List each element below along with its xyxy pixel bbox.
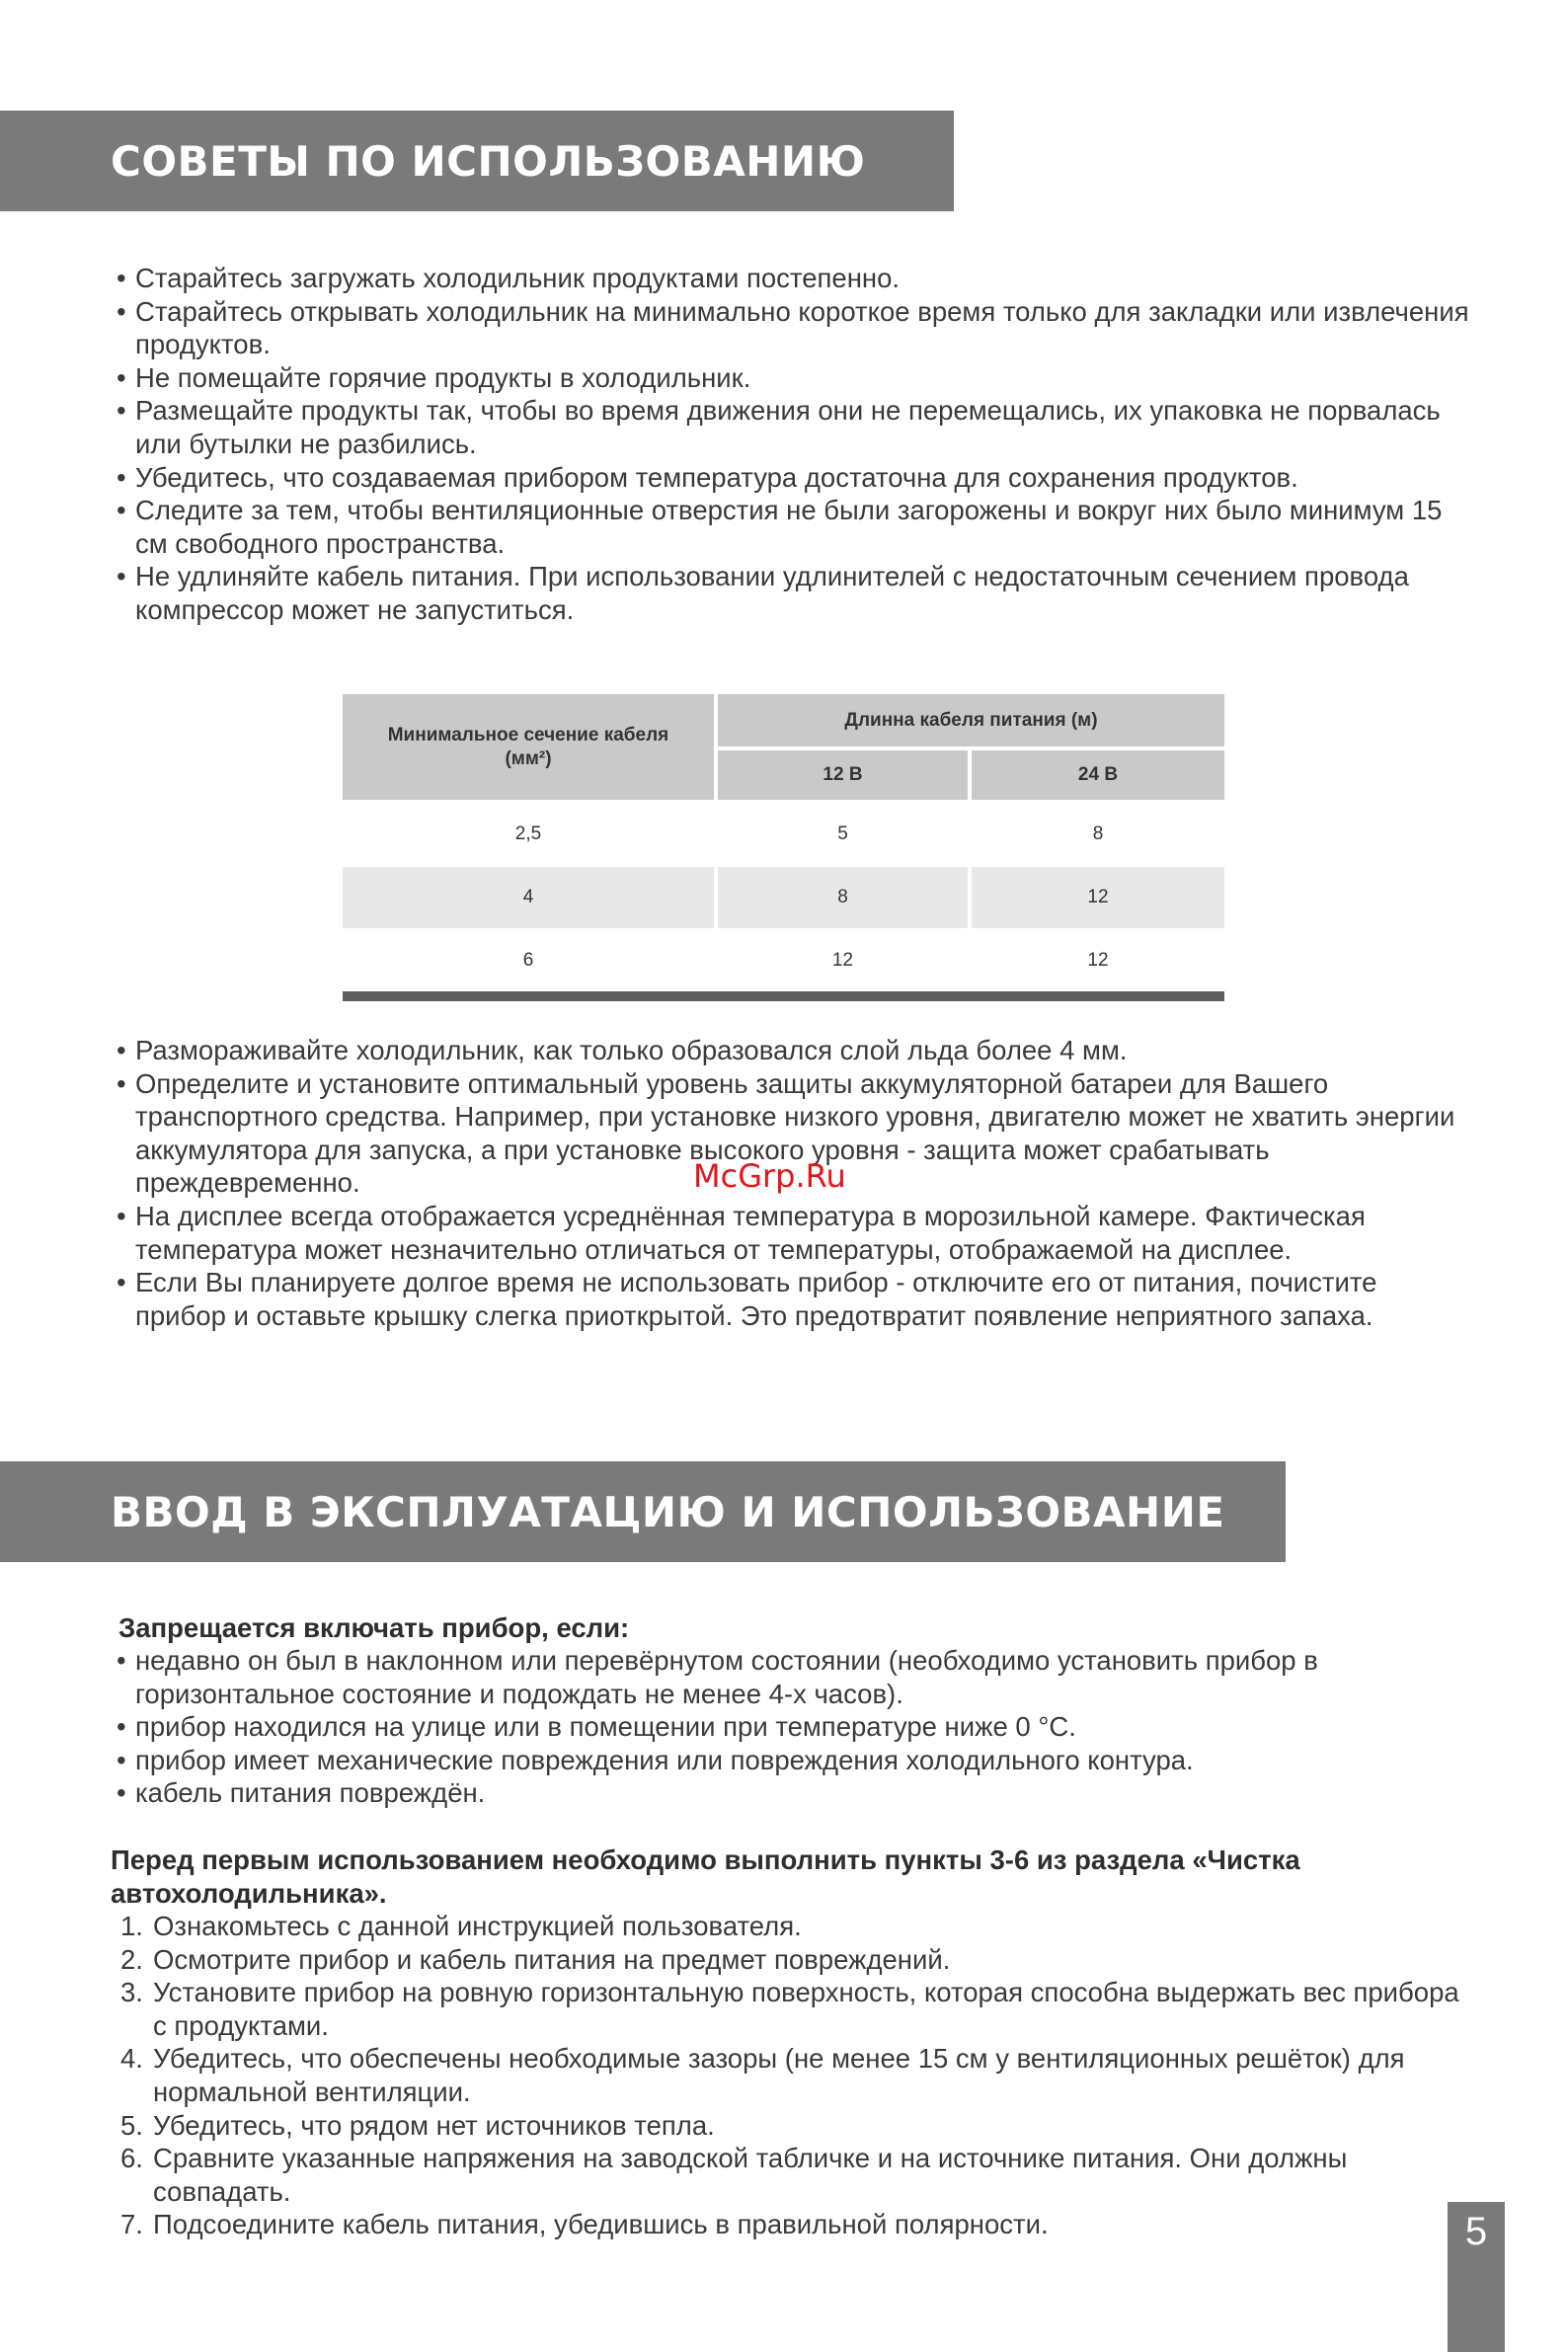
step-text: Подсоедините кабель питания, убедившись в правильной полярности. — [153, 2209, 1049, 2240]
table-cell: 8 — [718, 867, 968, 928]
list-item: • Старайтесь загружать холодильник продуктами постепенно. — [117, 262, 1469, 295]
step-number: 6. — [120, 2143, 143, 2174]
list-item: • прибор находился на улице или в помещении при температуре ниже 0 °С. — [117, 1710, 1469, 1744]
page-number: 5 — [1464, 2210, 1488, 2253]
step-number: 7. — [120, 2209, 143, 2240]
list-item: • Размещайте продукты так, чтобы во время движения они не перемещались, их упаковка не порвалась или бутылки не разбились. — [117, 394, 1469, 460]
table-cell: 12 — [972, 867, 1224, 928]
list-item — [117, 2208, 1469, 2241]
list-item: • Определите и установите оптимальный уровень защиты аккумуляторной батареи для Вашего транспортного средства. Например, при установке низкого уровня, двигателю может не хватить энергии аккумулятора для запуска, а при установке высокого уровня - защита может срабатывать преждевременно. — [117, 1067, 1469, 1200]
list-item — [117, 1976, 1469, 2042]
step-number: 5. — [120, 2109, 143, 2141]
list-item: • Следите за тем, чтобы вентиляционные отверстия не были загорожены и вокруг них было минимум 15 см свободного пространства. — [117, 494, 1469, 560]
header-cable-length: Длинна кабеля питания (м) — [718, 694, 1224, 746]
step-number: 4. — [120, 2043, 143, 2075]
list-item — [117, 2142, 1469, 2208]
step-text: Сравните указанные напряжения на заводской табличке и на источнике питания. Они должны совпадать. — [153, 2143, 1348, 2207]
list-item: • Не помещайте горячие продукты в холодильник. — [117, 361, 1469, 395]
table-cell: 8 — [1092, 823, 1104, 844]
list-item: • прибор имеет механические повреждения или повреждения холодильного контура. — [117, 1744, 1469, 1777]
page-number-tab — [1448, 2202, 1505, 2352]
header-min-section: Минимальное сечение кабеля (мм²) — [343, 694, 714, 800]
list-item: • Размораживайте холодильник, как только образовался слой льда более 4 мм. — [117, 1034, 1469, 1067]
step-number: 2. — [120, 1943, 143, 1975]
list-item: • Если Вы планируете долгое время не использовать прибор - отключите его от питания, почистите прибор и оставьте крышку слегка приоткрытой. Это предотвратит появление неприятного запаха. — [117, 1266, 1469, 1332]
step-number: 3. — [120, 1977, 143, 2008]
step-number: 1. — [120, 1911, 143, 1941]
step-text: Осмотрите прибор и кабель питания на предмет повреждений. — [153, 1943, 951, 1975]
table-cell: 12 — [831, 950, 854, 971]
before-first-use-heading: Перед первым использованием необходимо выполнить пункты 3-6 из раздела «Чистка автохолодильника». — [111, 1844, 1300, 1909]
setup-steps-list — [117, 1910, 1469, 2241]
watermark: McGrp.Ru — [693, 1157, 846, 1195]
list-item: • Не удлиняйте кабель питания. При использовании удлинителей с недостаточным сечением провода компрессор может не запуститься. — [117, 560, 1469, 626]
header-12v: 12 В — [718, 750, 968, 800]
list-item: • На дисплее всегда отображается усреднённая температура в морозильной камере. Фактическая температура может незначительно отличаться от температуры, отображаемой на дисплее. — [117, 1200, 1469, 1266]
table-bottom-rule — [343, 991, 1224, 1001]
list-item — [117, 1910, 1469, 1943]
header-24v: 24 В — [972, 750, 1224, 800]
cable-section-table — [343, 694, 1224, 1001]
step-text: Убедитесь, что рядом нет источников тепла. — [153, 2109, 715, 2141]
usage-tips-list — [117, 262, 1469, 627]
section-title-commissioning — [0, 1461, 1286, 1562]
forbidden-list — [117, 1644, 1469, 1810]
section-title-usage-tips — [0, 111, 954, 211]
list-item: • недавно он был в наклонном или перевёрнутом состоянии (необходимо установить прибор в горизонтальное состояние и подождать не менее 4-х часов). — [117, 1644, 1469, 1710]
step-text: Установите прибор на ровную горизонтальную поверхность, которая способна выдержать вес прибора с продуктами. — [153, 1977, 1459, 2041]
list-item: • Старайтесь открывать холодильник на минимально короткое время только для закладки или извлечения продуктов. — [117, 295, 1469, 361]
table-cell: 6 — [522, 950, 534, 971]
list-item — [117, 1943, 1469, 1977]
step-text: Убедитесь, что обеспечены необходимые зазоры (не менее 15 см у вентиляционных решёток) для нормальной вентиляции. — [153, 2043, 1405, 2107]
table-cell: 12 — [1087, 950, 1109, 971]
list-item: • Убедитесь, что создаваемая прибором температура достаточна для сохранения продуктов. — [117, 461, 1469, 495]
section-title-text: ВВОД В ЭКСПЛУАТАЦИЮ И ИСПОЛЬЗОВАНИЕ — [111, 1487, 1225, 1536]
forbidden-heading: Запрещается включать прибор, если: — [118, 1612, 630, 1643]
table-cell: 2,5 — [514, 823, 542, 844]
step-text: Ознакомьтесь с данной инструкцией пользователя. — [153, 1911, 802, 1941]
list-item — [117, 2042, 1469, 2108]
list-item: • кабель питания повреждён. — [117, 1776, 1469, 1810]
list-item — [117, 2109, 1469, 2143]
table-cell: 4 — [343, 867, 714, 928]
table-cell: 5 — [837, 823, 848, 844]
section-title-text: СОВЕТЫ ПО ИСПОЛЬЗОВАНИЮ — [111, 136, 866, 186]
